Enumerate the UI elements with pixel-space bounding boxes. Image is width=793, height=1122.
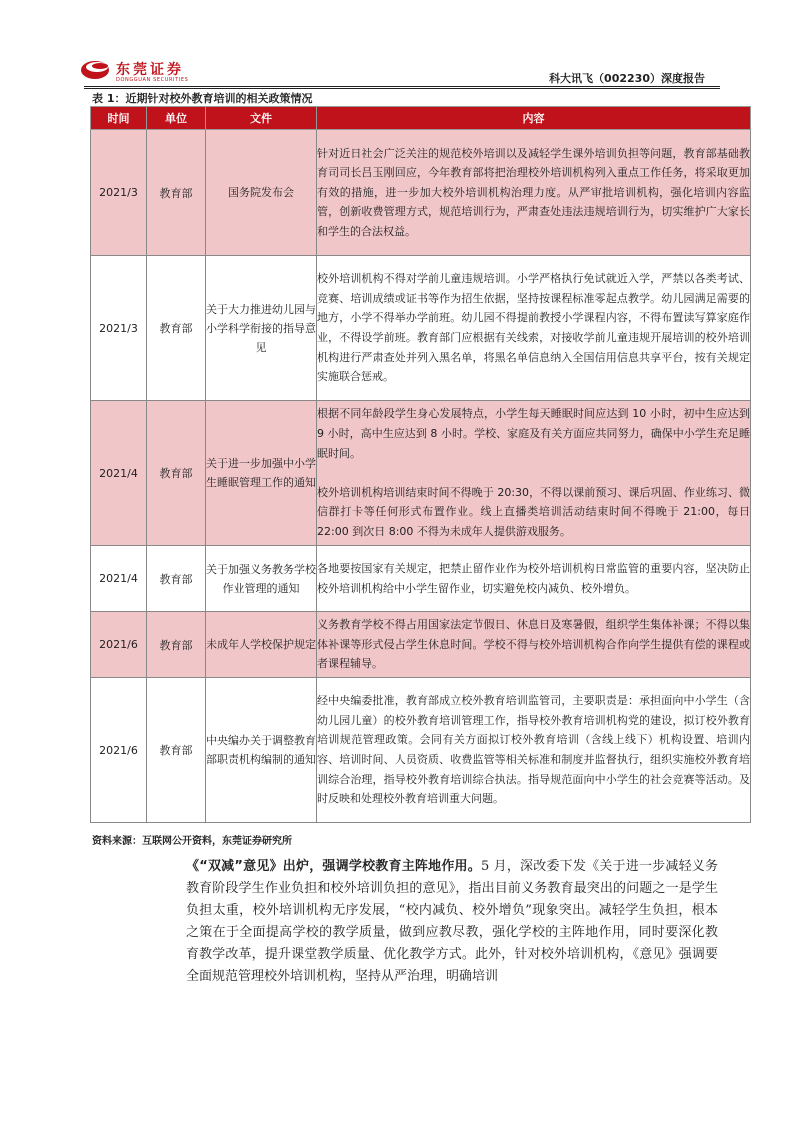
table-row — [91, 256, 751, 401]
body-paragraph — [186, 856, 718, 988]
row-unit: 教育部 — [147, 401, 206, 546]
paragraph-text: 5 月，深改委下发《关于进一步减轻义务教育阶段学生作业负担和校外培训负担的意见》，指出目前义务教育最突出的问题之一是学生负担太重，校外培训机构无序发展，“校内减负、校外增负”现象突出。减轻学生负担，根本之策在于全面提高学校的教学质量，做到应教尽教，强化学校的主阵地作用，同时要深化教育教学改革，提升课堂教学质量、优化教学方式。此外，针对校外培训机构，《意见》强调要全面规范管理校外培训机构，坚持从严治理，明确培训 — [186, 859, 719, 984]
row-file: 关于加强义务教务学校作业管理的通知 — [206, 546, 317, 612]
row-content — [317, 546, 751, 612]
row-file: 国务院发布会 — [206, 130, 317, 256]
content-paragraph: 校外培训机构不得对学前儿童违规培训。小学严格执行免试就近入学，严禁以各类考试、竞赛、培训成绩或证书等作为招生依据，坚持按课程标准零起点教学。幼儿园满足需要的地方，小学不得举办学前班。幼儿园不得提前教授小学课程内容，不得布置读写算家庭作业，不得设学前班。教育部门应根据有关线索，对接收学前儿童违规开展培训的校外培训机构进行严肃查处并列入黑名单，将黑名单信息纳入全国信用信息共享平台，按有关规定实施联合惩戒。 — [317, 272, 750, 384]
column-header-time: 时间 — [91, 107, 147, 130]
content-paragraph: 义务教育学校不得占用国家法定节假日、休息日及寒暑假，组织学生集体补课；不得以集体补课等形式侵占学生休息时间。学校不得与校外培训机构合作向学生提供有偿的课程或者课程辅导。 — [317, 618, 750, 671]
logo-name-cn: 东莞证券 — [116, 62, 184, 78]
table-row — [91, 678, 751, 823]
table-row — [91, 546, 751, 612]
table-row — [91, 612, 751, 678]
row-time: 2021/4 — [91, 546, 147, 612]
column-header-unit: 单位 — [147, 107, 206, 130]
row-unit: 教育部 — [147, 678, 206, 823]
row-time: 2021/6 — [91, 678, 147, 823]
row-file: 未成年人学校保护规定 — [206, 612, 317, 678]
content-paragraph: 根据不同年龄段学生身心发展特点，小学生每天睡眠时间应达到 10 小时，初中生应达到 9 小时，高中生应达到 8 小时。学校、家庭及有关方面应共同努力，确保中小学生充足睡眠时间。 — [317, 407, 750, 460]
content-paragraph: 经中央编委批准，教育部成立校外教育培训监管司，主要职责是：承担面向中小学生（含幼儿园儿童）的校外教育培训管理工作，指导校外教育培训机构党的建设，拟订校外教育培训规范管理政策。会同有关方面拟订校外教育培训（含线上线下）机构设置、培训内容、培训时间、人员资质、收费监管等相关标准和制度并监督执行，组织实施校外教育培训综合治理，指导校外教育培训综合执法。指导规范面向中小学生的社会竞赛等活动。及时反映和处理校外教育培训重大问题。 — [317, 694, 750, 806]
column-header-content: 内容 — [317, 107, 751, 130]
row-file: 中央编办关于调整教育部职责机构编制的通知 — [206, 678, 317, 823]
table-row — [91, 401, 751, 546]
logo-name-en: DONGGUAN SECURITIES — [116, 77, 189, 83]
row-content — [317, 130, 751, 256]
row-content — [317, 256, 751, 401]
policy-table — [90, 106, 751, 823]
table-source-note: 资料来源：互联网公开资料，东莞证券研究所 — [92, 836, 292, 847]
row-file: 关于进一步加强中小学生睡眠管理工作的通知 — [206, 401, 317, 546]
row-content — [317, 678, 751, 823]
row-time: 2021/3 — [91, 256, 147, 401]
row-unit: 教育部 — [147, 130, 206, 256]
row-time: 2021/6 — [91, 612, 147, 678]
header-divider — [84, 86, 720, 87]
row-file: 关于大力推进幼儿园与小学科学衔接的指导意见 — [206, 256, 317, 401]
row-unit: 教育部 — [147, 256, 206, 401]
content-paragraph: 针对近日社会广泛关注的规范校外培训以及减轻学生课外培训负担等问题，教育部基础教育司司长吕玉刚回应，今年教育部将把治理校外培训机构列入重点工作任务，将采取更加有效的措施，进一步加大校外培训机构治理力度。从严审批培训机构，强化培训内容监管，创新收费管理方式，规范培训行为，严肃查处违法违规培训行为，切实维护广大家长和学生的合法权益。 — [317, 146, 750, 238]
content-paragraph: 各地要按国家有关规定，把禁止留作业作为校外培训机构日常监管的重要内容，坚决防止校外培训机构给中小学生留作业，切实避免校内减负、校外增负。 — [317, 561, 750, 595]
row-time: 2021/4 — [91, 401, 147, 546]
table-row — [91, 130, 751, 256]
table-caption: 表 1：近期针对校外教育培训的相关政策情况 — [92, 92, 313, 105]
header-divider-thin — [84, 88, 720, 89]
report-title: 科大讯飞（002230）深度报告 — [549, 72, 705, 85]
paragraph-lead: 《“双减”意见》出炉，强调学校教育主阵地作用。 — [186, 859, 481, 874]
row-content — [317, 612, 751, 678]
row-content — [317, 401, 751, 546]
brand-logo — [80, 56, 220, 86]
content-paragraph: 校外培训机构培训结束时间不得晚于 20:30，不得以课前预习、课后巩固、作业练习、微信群打卡等任何形式布置作业。线上直播类培训活动结束时间不得晚于 21:00，每日 22:00 到次日 8:00 不得为未成年人提供游戏服务。 — [317, 485, 750, 538]
row-unit: 教育部 — [147, 612, 206, 678]
logo-swoosh-icon — [80, 56, 114, 82]
row-unit: 教育部 — [147, 546, 206, 612]
column-header-file: 文件 — [206, 107, 317, 130]
table-header-row — [91, 107, 751, 130]
row-time: 2021/3 — [91, 130, 147, 256]
